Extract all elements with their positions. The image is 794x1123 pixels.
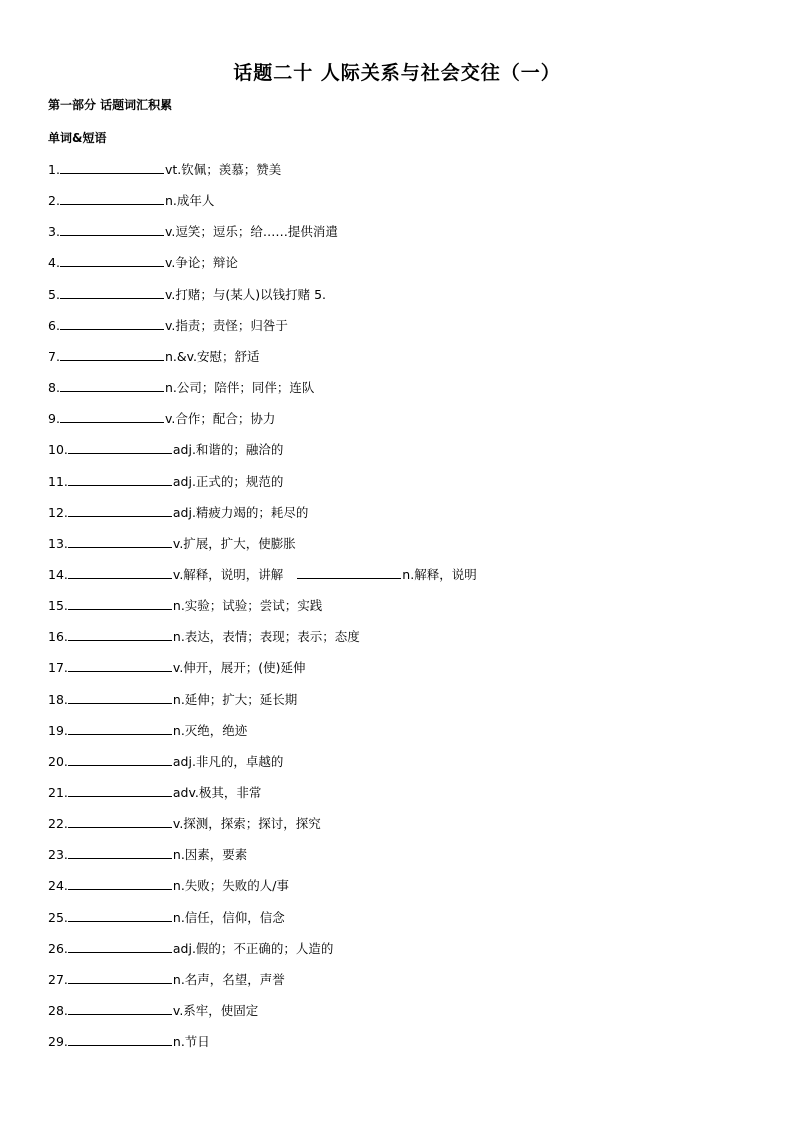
item-number: 7. [48, 348, 60, 364]
answer-blank[interactable] [68, 1001, 172, 1015]
vocab-item [48, 908, 285, 926]
vocab-item [48, 627, 360, 645]
vocab-item [48, 721, 247, 739]
item-number: 12. [48, 504, 68, 520]
subsection-heading: 单词&短语 [48, 131, 107, 145]
item-number: 16. [48, 629, 68, 645]
item-definition: v.逗笑；逗乐；给……提供消遣 [164, 224, 338, 240]
answer-blank[interactable] [68, 503, 172, 517]
item-definition: v.扩展，扩大，使膨胀 [172, 535, 296, 551]
item-number: 6. [48, 317, 60, 333]
item-definition: v.探测，探索；探讨，探究 [172, 816, 321, 832]
item-definition: n.信任，信仰，信念 [172, 909, 285, 925]
item-number: 2. [48, 193, 60, 209]
vocab-item [48, 596, 322, 614]
item-number: 10. [48, 442, 68, 458]
answer-blank[interactable] [60, 160, 164, 174]
answer-blank[interactable] [68, 814, 172, 828]
item-number: 22. [48, 816, 68, 832]
item-number: 17. [48, 660, 68, 676]
answer-blank[interactable] [68, 658, 172, 672]
answer-blank[interactable] [68, 627, 172, 641]
item-definition: v.伸开，展开；(使)延伸 [172, 660, 306, 676]
answer-blank[interactable] [68, 1032, 172, 1046]
item-definition: n.节日 [172, 1034, 210, 1050]
vocab-item [48, 970, 285, 988]
item-number: 20. [48, 753, 68, 769]
vocab-item [48, 690, 297, 708]
vocab-item [48, 565, 477, 583]
vocab-item [48, 316, 288, 334]
item-number: 13. [48, 535, 68, 551]
item-definition: v.系牢，使固定 [172, 1003, 259, 1019]
vocab-item [48, 1001, 258, 1019]
item-definition: adj.精疲力竭的；耗尽的 [172, 504, 309, 520]
page-title: 话题二十 人际关系与社会交往（一） [233, 62, 561, 84]
answer-blank[interactable] [68, 939, 172, 953]
answer-blank[interactable] [68, 596, 172, 610]
item-number: 25. [48, 909, 68, 925]
vocab-item [48, 503, 308, 521]
answer-blank[interactable] [68, 565, 172, 579]
item-number: 23. [48, 847, 68, 863]
item-definition: v.合作；配合；协力 [164, 411, 276, 427]
answer-blank[interactable] [68, 690, 172, 704]
part-heading: 第一部分 话题词汇积累 [48, 98, 173, 112]
answer-blank[interactable] [68, 845, 172, 859]
answer-blank[interactable] [60, 409, 164, 423]
item-definition: v.指责；责怪；归咎于 [164, 317, 288, 333]
item-number: 19. [48, 722, 68, 738]
vocab-item [48, 783, 261, 801]
vocab-item [48, 814, 321, 832]
item-definition: n.灭绝，绝迹 [172, 722, 248, 738]
item-number: 18. [48, 691, 68, 707]
vocab-item [48, 222, 338, 240]
answer-blank[interactable] [60, 285, 164, 299]
answer-blank[interactable] [68, 783, 172, 797]
item-definition: adj.非凡的，卓越的 [172, 753, 284, 769]
item-number: 28. [48, 1003, 68, 1019]
vocab-item [48, 472, 283, 490]
vocab-item [48, 160, 281, 178]
answer-blank[interactable] [60, 347, 164, 361]
vocab-item [48, 534, 296, 552]
item-definition: v.解释，说明，讲解 [172, 566, 284, 582]
vocab-item [48, 440, 283, 458]
answer-blank[interactable] [68, 721, 172, 735]
item-definition: n.失败；失败的人/事 [172, 878, 289, 894]
answer-blank[interactable] [60, 222, 164, 236]
item-number: 15. [48, 598, 68, 614]
item-definition-second: n.解释，说明 [402, 566, 477, 582]
item-number: 26. [48, 940, 68, 956]
answer-blank[interactable] [68, 908, 172, 922]
answer-blank[interactable] [68, 534, 172, 548]
item-definition: n.&v.安慰；舒适 [164, 348, 260, 364]
answer-blank[interactable] [68, 752, 172, 766]
item-definition: n.成年人 [164, 193, 215, 209]
answer-blank-second[interactable] [297, 565, 401, 579]
item-definition: n.因素，要素 [172, 847, 248, 863]
item-number: 9. [48, 411, 60, 427]
item-number: 21. [48, 785, 68, 800]
answer-blank[interactable] [68, 876, 172, 890]
item-definition: n.公司；陪伴；同伴；连队 [164, 380, 315, 396]
vocab-item [48, 378, 314, 396]
item-definition: n.表达，表情；表现；表示；态度 [172, 629, 360, 645]
vocab-item [48, 285, 326, 303]
vocab-item [48, 409, 275, 427]
answer-blank[interactable] [60, 253, 164, 267]
vocab-item [48, 1032, 210, 1050]
item-definition: n.实验；试验；尝试；实践 [172, 598, 323, 614]
item-definition: v.打赌；与(某人)以钱打赌 5. [164, 286, 326, 302]
item-definition: adj.正式的；规范的 [172, 473, 284, 489]
item-number: 14. [48, 566, 68, 582]
vocab-item [48, 347, 259, 365]
vocab-item [48, 939, 333, 957]
item-definition: adj.和谐的；融洽的 [172, 442, 284, 458]
answer-blank[interactable] [68, 970, 172, 984]
vocab-item [48, 191, 214, 209]
item-number: 8. [48, 380, 60, 396]
item-definition: adv.极其，非常 [172, 785, 262, 800]
answer-blank[interactable] [60, 191, 164, 205]
vocab-item [48, 845, 247, 863]
answer-blank[interactable] [68, 440, 172, 454]
item-definition: adj.假的；不正确的；人造的 [172, 940, 334, 956]
answer-blank[interactable] [60, 378, 164, 392]
item-definition: n.延伸；扩大；延长期 [172, 691, 298, 707]
item-definition: vt.钦佩；羡慕；赞美 [164, 162, 282, 177]
item-number: 5. [48, 286, 60, 302]
item-number: 11. [48, 473, 68, 489]
item-definition: n.名声，名望，声誉 [172, 971, 285, 987]
vocab-item [48, 253, 238, 271]
answer-blank[interactable] [68, 472, 172, 486]
item-number: 1. [48, 162, 60, 177]
item-number: 4. [48, 255, 60, 271]
item-definition: v.争论；辩论 [164, 255, 238, 271]
item-number: 24. [48, 878, 68, 894]
vocab-item [48, 752, 283, 770]
item-number: 29. [48, 1034, 68, 1050]
vocab-item [48, 876, 289, 894]
item-number: 27. [48, 971, 68, 987]
vocab-item [48, 658, 306, 676]
item-number: 3. [48, 224, 60, 240]
answer-blank[interactable] [60, 316, 164, 330]
